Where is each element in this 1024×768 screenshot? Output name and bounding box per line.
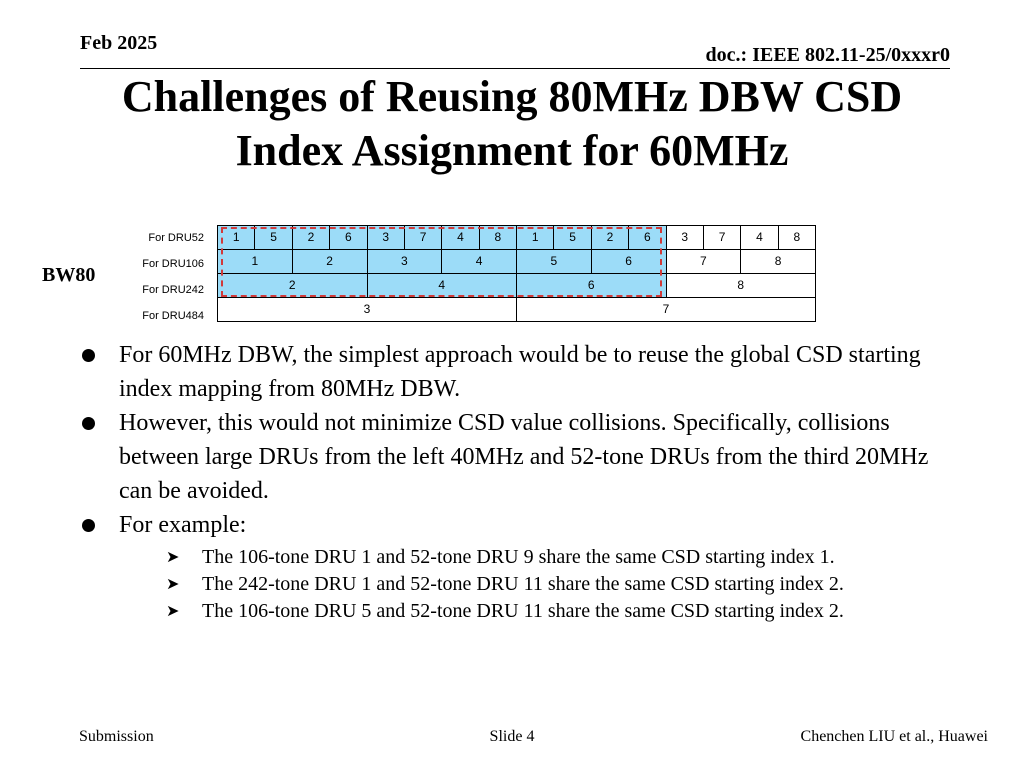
grid-cell-dru52: 3 <box>666 225 704 250</box>
grid-cell-dru52: 7 <box>703 225 741 250</box>
grid-cell-dru52: 4 <box>441 225 479 250</box>
arrow-bullet-icon: ➤ <box>166 549 180 566</box>
grid-cell-dru484: 7 <box>516 297 816 322</box>
grid-cell-dru242: 8 <box>666 273 817 298</box>
bullet-dot-icon <box>82 519 95 532</box>
grid-cell-dru52: 8 <box>479 225 517 250</box>
grid-cell-dru106: 2 <box>292 249 368 274</box>
header-doc-id: doc.: IEEE 802.11-25/0xxxr0 <box>705 44 950 66</box>
grid-cell-dru242: 2 <box>217 273 368 298</box>
header-divider <box>80 68 950 69</box>
grid-cell-dru106: 6 <box>591 249 667 274</box>
sub-bullet-text: The 242-tone DRU 1 and 52-tone DRU 11 share the same CSD starting index 2. <box>202 573 844 595</box>
grid-cell-dru52: 6 <box>329 225 367 250</box>
row-label-dru106: For DRU106 <box>142 258 204 270</box>
bullet-dot-icon <box>82 349 95 362</box>
grid-cell-dru242: 6 <box>516 273 667 298</box>
row-label-dru52: For DRU52 <box>148 232 204 244</box>
bullet-text: However, this would not minimize CSD value collisions. Specifically, collisions between large DRUs from the left 40MHz and 52-tone DRUs from the third 20MHz can be avoided. <box>119 410 929 504</box>
grid-cell-dru52: 1 <box>217 225 255 250</box>
bullet-text: For example: <box>119 512 247 538</box>
grid-cell-dru106: 8 <box>740 249 816 274</box>
sub-bullet-item <box>80 598 960 625</box>
header-date: Feb 2025 <box>80 32 158 54</box>
grid-cell-dru52: 7 <box>404 225 442 250</box>
grid-cell-dru106: 1 <box>217 249 293 274</box>
sub-bullet-text: The 106-tone DRU 5 and 52-tone DRU 11 share the same CSD starting index 2. <box>202 600 844 622</box>
grid-cell-dru52: 6 <box>628 225 666 250</box>
bullet-item <box>80 338 960 406</box>
bw80-label: BW80 <box>42 264 96 286</box>
grid-cell-dru52: 2 <box>292 225 330 250</box>
grid-cell-dru52: 5 <box>254 225 292 250</box>
grid-cell-dru106: 5 <box>516 249 592 274</box>
footer-slide-number: Slide 4 <box>489 728 535 745</box>
bullet-text: For 60MHz DBW, the simplest approach would be to reuse the global CSD starting index mapping from 80MHz DBW. <box>119 342 921 402</box>
grid-cell-dru52: 2 <box>591 225 629 250</box>
grid-cell-dru106: 4 <box>441 249 517 274</box>
sub-bullet-item <box>80 544 960 571</box>
grid-cell-dru106: 7 <box>666 249 742 274</box>
grid-cell-dru52: 8 <box>778 225 816 250</box>
sub-bullet-item <box>80 571 960 598</box>
bullet-item <box>80 406 960 508</box>
footer-authors: Chenchen LIU et al., Huawei <box>800 728 988 745</box>
bullet-item <box>80 508 960 542</box>
grid-cell-dru52: 4 <box>740 225 778 250</box>
row-label-dru484: For DRU484 <box>142 310 204 322</box>
slide-title <box>0 70 1024 178</box>
row-label-dru242: For DRU242 <box>142 284 204 296</box>
grid-cell-dru242: 4 <box>367 273 518 298</box>
arrow-bullet-icon: ➤ <box>166 576 180 593</box>
slide-title-line-1: Challenges of Reusing 80MHz DBW CSD <box>121 72 903 121</box>
grid-cell-dru106: 3 <box>367 249 443 274</box>
footer-submission: Submission <box>79 728 154 745</box>
bullet-dot-icon <box>82 417 95 430</box>
grid-cell-dru52: 5 <box>553 225 591 250</box>
grid-cell-dru484: 3 <box>217 297 517 322</box>
slide-title-line-2: Index Assignment for 60MHz <box>235 126 789 175</box>
sub-bullet-text: The 106-tone DRU 1 and 52-tone DRU 9 share the same CSD starting index 1. <box>202 546 835 568</box>
grid-cell-dru52: 1 <box>516 225 554 250</box>
arrow-bullet-icon: ➤ <box>166 603 180 620</box>
bullet-list <box>80 338 960 625</box>
grid-cell-dru52: 3 <box>367 225 405 250</box>
